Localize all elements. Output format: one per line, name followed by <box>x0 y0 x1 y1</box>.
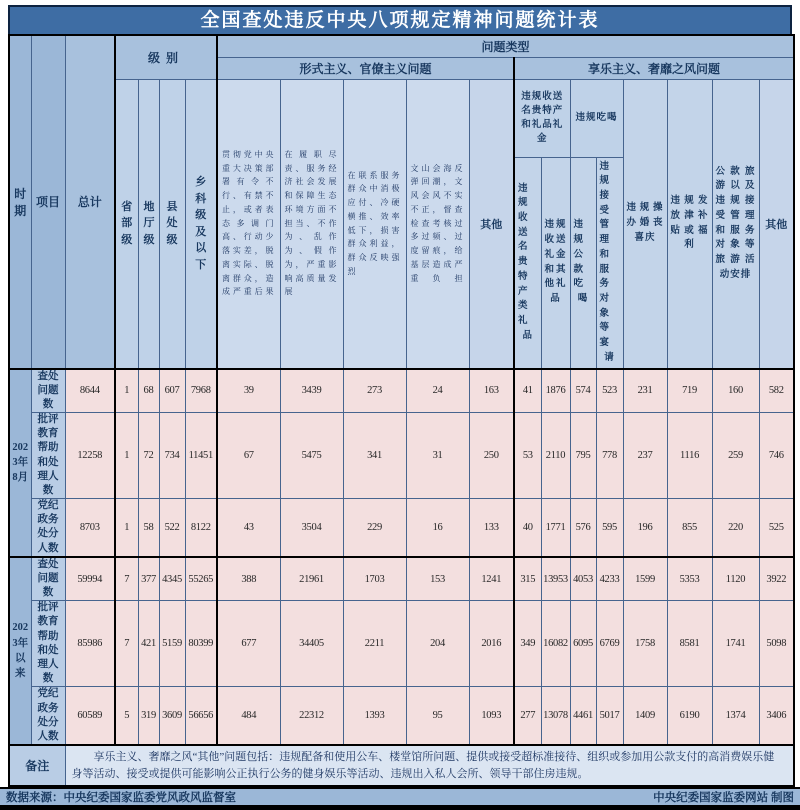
data-cell: 7 <box>115 557 138 601</box>
data-cell: 3439 <box>280 369 343 413</box>
header-formalism-group: 形式主义、官僚主义问题 <box>217 57 514 79</box>
header-dining-public: 违规公款吃喝 <box>570 157 596 369</box>
header-gifts-specialty: 违规收送名贵特产类礼品 <box>514 157 541 369</box>
table-row <box>9 499 794 557</box>
data-cell: 5159 <box>159 601 185 687</box>
table-row <box>9 601 794 687</box>
data-cell: 1 <box>115 499 138 557</box>
data-cell: 576 <box>570 499 596 557</box>
data-cell: 67 <box>217 413 280 499</box>
data-cell: 80399 <box>185 601 217 687</box>
data-cell: 22312 <box>280 687 343 745</box>
data-cell: 1703 <box>343 557 406 601</box>
data-cell: 2016 <box>469 601 514 687</box>
data-cell: 31 <box>406 413 469 499</box>
data-cell: 13953 <box>541 557 570 601</box>
data-cell: 5017 <box>596 687 623 745</box>
header-allowances: 违规发放津补贴或福利 <box>667 79 712 369</box>
data-cell: 574 <box>570 369 596 413</box>
header-formalism-desc: 在联系服务群众中消极应付、冷硬横推、效率低下，损害群众利益，群众反映强烈 <box>343 79 406 369</box>
data-cell: 6095 <box>570 601 596 687</box>
header-dining-group: 违规吃喝 <box>570 79 623 157</box>
data-cell: 12258 <box>65 413 115 499</box>
data-cell: 349 <box>514 601 541 687</box>
data-cell: 8644 <box>65 369 115 413</box>
header-level-county: 县处级 <box>159 79 185 369</box>
header-period: 时期 <box>9 35 31 369</box>
data-cell: 607 <box>159 369 185 413</box>
data-source: 数据来源：中央纪委国家监委党风政风监督室 <box>6 792 236 805</box>
header-hedonism-other: 其他 <box>759 79 794 369</box>
data-cell: 85986 <box>65 601 115 687</box>
data-cell: 4345 <box>159 557 185 601</box>
data-cell: 4053 <box>570 557 596 601</box>
header-formalism-desc: 贯彻党中央重大决策部署有令不行、有禁不止，或者表态多调门高、行动少落实差，脱离实际、脱离群众，造成严重后果 <box>217 79 280 369</box>
data-cell: 1374 <box>712 687 759 745</box>
data-cell: 68 <box>138 369 159 413</box>
data-cell: 3609 <box>159 687 185 745</box>
data-cell: 1758 <box>623 601 667 687</box>
header-gifts-cash: 违规收送礼金和其他礼品 <box>541 157 570 369</box>
page-title: 全国查处违反中央八项规定精神问题统计表 <box>8 5 792 34</box>
data-cell: 196 <box>623 499 667 557</box>
table-row <box>9 413 794 499</box>
data-cell: 7 <box>115 601 138 687</box>
period-label: 2023年8月 <box>9 369 31 557</box>
data-cell: 3922 <box>759 557 794 601</box>
stats-table <box>8 34 795 787</box>
data-cell: 1 <box>115 369 138 413</box>
credit: 中央纪委国家监委网站 制图 <box>653 792 794 805</box>
data-cell: 41 <box>514 369 541 413</box>
header-gifts-group: 违规收送名贵特产和礼品礼金 <box>514 79 570 157</box>
data-cell: 421 <box>138 601 159 687</box>
data-cell: 259 <box>712 413 759 499</box>
header-level-group: 级别 <box>115 35 217 79</box>
data-cell: 229 <box>343 499 406 557</box>
header-problem-type: 问题类型 <box>217 35 794 57</box>
data-cell: 2110 <box>541 413 570 499</box>
data-cell: 778 <box>596 413 623 499</box>
data-cell: 6190 <box>667 687 712 745</box>
data-cell: 1093 <box>469 687 514 745</box>
data-cell: 5475 <box>280 413 343 499</box>
data-cell: 16 <box>406 499 469 557</box>
data-cell: 1 <box>115 413 138 499</box>
data-cell: 95 <box>406 687 469 745</box>
data-cell: 8703 <box>65 499 115 557</box>
data-cell: 746 <box>759 413 794 499</box>
note-label: 备注 <box>9 745 65 786</box>
header-wedding-funeral: 违规操办婚丧喜庆 <box>623 79 667 369</box>
data-cell: 4461 <box>570 687 596 745</box>
data-cell: 1599 <box>623 557 667 601</box>
header-formalism-other: 其他 <box>469 79 514 369</box>
data-cell: 55265 <box>185 557 217 601</box>
table-row <box>9 369 794 413</box>
data-cell: 4233 <box>596 557 623 601</box>
data-cell: 21961 <box>280 557 343 601</box>
data-cell: 160 <box>712 369 759 413</box>
header-level-provincial: 省部级 <box>115 79 138 369</box>
data-cell: 8122 <box>185 499 217 557</box>
data-cell: 43 <box>217 499 280 557</box>
data-cell: 315 <box>514 557 541 601</box>
data-cell: 3504 <box>280 499 343 557</box>
data-cell: 1771 <box>541 499 570 557</box>
row-label: 党纪政务处分人数 <box>31 687 65 745</box>
data-cell: 2211 <box>343 601 406 687</box>
row-label: 查处问题数 <box>31 557 65 601</box>
data-cell: 3406 <box>759 687 794 745</box>
data-cell: 237 <box>623 413 667 499</box>
data-cell: 1876 <box>541 369 570 413</box>
data-cell: 8581 <box>667 601 712 687</box>
data-cell: 734 <box>159 413 185 499</box>
data-cell: 1116 <box>667 413 712 499</box>
header-formalism-desc: 在履职尽责、服务经济社会发展和保障生态环境方面不担当、不作为、乱作为、假作为，严重影响高质量发展 <box>280 79 343 369</box>
data-cell: 595 <box>596 499 623 557</box>
data-cell: 24 <box>406 369 469 413</box>
data-cell: 34405 <box>280 601 343 687</box>
data-cell: 273 <box>343 369 406 413</box>
data-cell: 13078 <box>541 687 570 745</box>
header-item: 项目 <box>31 35 65 369</box>
header-total: 总计 <box>65 35 115 369</box>
data-cell: 5 <box>115 687 138 745</box>
header-level-township: 乡科级及以下 <box>185 79 217 369</box>
data-cell: 388 <box>217 557 280 601</box>
bottom-bar <box>0 787 800 810</box>
data-cell: 58 <box>138 499 159 557</box>
table-row <box>9 557 794 601</box>
data-cell: 5353 <box>667 557 712 601</box>
data-cell: 40 <box>514 499 541 557</box>
data-cell: 1120 <box>712 557 759 601</box>
header-formalism-desc: 文山会海反弹回潮，文风会风不实不正，督查检查考核过多过频、过度留痕，给基层造成严重负担 <box>406 79 469 369</box>
data-cell: 522 <box>159 499 185 557</box>
data-cell: 1409 <box>623 687 667 745</box>
data-cell: 855 <box>667 499 712 557</box>
row-label: 批评教育帮助和处理人数 <box>31 413 65 499</box>
data-cell: 39 <box>217 369 280 413</box>
data-cell: 11451 <box>185 413 217 499</box>
data-cell: 377 <box>138 557 159 601</box>
data-cell: 72 <box>138 413 159 499</box>
data-cell: 53 <box>514 413 541 499</box>
data-cell: 231 <box>623 369 667 413</box>
data-cell: 163 <box>469 369 514 413</box>
data-cell: 220 <box>712 499 759 557</box>
row-label: 查处问题数 <box>31 369 65 413</box>
data-cell: 56656 <box>185 687 217 745</box>
data-cell: 525 <box>759 499 794 557</box>
data-cell: 719 <box>667 369 712 413</box>
note-text: 享乐主义、奢靡之风“其他”问题包括：违规配备和使用公车、楼堂馆所问题、提供或接受超标准接待、组织或参加用公款支付的高消费娱乐健身等活动、接受或提供可能影响公正执行公务的健身娱乐等活动、违规出入私人会所、领导干部住房违规。 <box>65 745 794 786</box>
data-cell: 319 <box>138 687 159 745</box>
header-public-travel: 公款旅游以及违规接受管理和服务对象等旅游活动安排 <box>712 79 759 369</box>
data-cell: 523 <box>596 369 623 413</box>
data-cell: 5098 <box>759 601 794 687</box>
header-dining-banquet: 违规接受管理和服务对象等宴请 <box>596 157 623 369</box>
data-cell: 204 <box>406 601 469 687</box>
data-cell: 1393 <box>343 687 406 745</box>
data-cell: 1741 <box>712 601 759 687</box>
data-cell: 677 <box>217 601 280 687</box>
data-cell: 795 <box>570 413 596 499</box>
data-cell: 341 <box>343 413 406 499</box>
data-cell: 60589 <box>65 687 115 745</box>
data-cell: 277 <box>514 687 541 745</box>
data-cell: 6769 <box>596 601 623 687</box>
row-label: 党纪政务处分人数 <box>31 499 65 557</box>
data-cell: 16082 <box>541 601 570 687</box>
header-hedonism-group: 享乐主义、奢靡之风问题 <box>514 57 794 79</box>
row-label: 批评教育帮助和处理人数 <box>31 601 65 687</box>
header-level-prefecture: 地厅级 <box>138 79 159 369</box>
data-cell: 59994 <box>65 557 115 601</box>
data-cell: 153 <box>406 557 469 601</box>
data-cell: 1241 <box>469 557 514 601</box>
data-cell: 7968 <box>185 369 217 413</box>
table-body <box>9 369 794 745</box>
data-cell: 133 <box>469 499 514 557</box>
data-cell: 250 <box>469 413 514 499</box>
data-cell: 582 <box>759 369 794 413</box>
data-cell: 484 <box>217 687 280 745</box>
table-row <box>9 687 794 745</box>
period-label: 2023年以来 <box>9 557 31 745</box>
